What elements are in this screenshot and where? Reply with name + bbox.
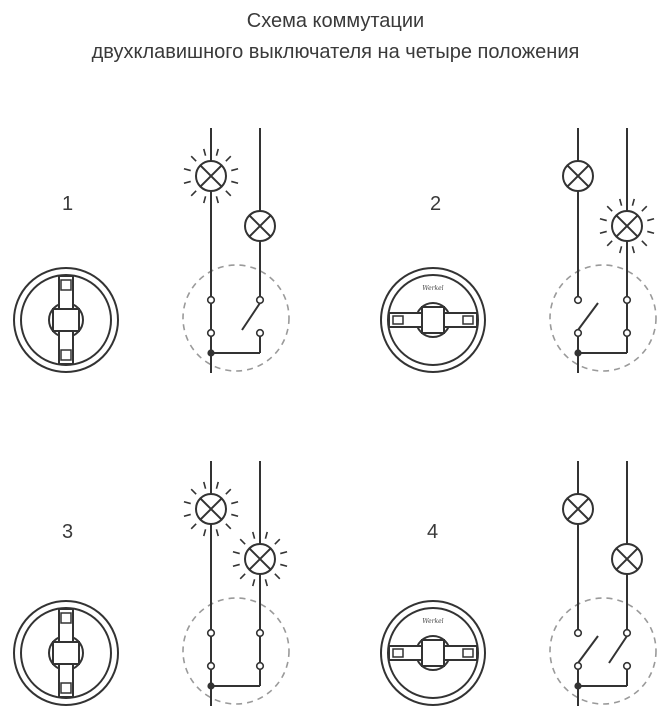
lamp-ray [642,241,647,246]
lamp-ray [184,514,191,516]
lamp-ray [275,574,280,579]
switch-hub [53,309,79,331]
switch-tip [393,316,403,324]
lamp-ray [280,552,287,554]
contact [257,330,264,337]
contact [624,630,631,637]
junction-dot [207,349,214,356]
lamp-ray [600,231,607,233]
lamp-ray [216,482,218,489]
lamp-ray [191,489,196,494]
switch-face-icon [381,268,485,372]
lamp-ray [240,574,245,579]
lamp-ray [632,246,634,253]
lamp-ray [620,199,622,206]
lamp-ray [253,532,255,539]
lamp-ray [231,181,238,183]
circuit-schematic [550,461,656,706]
position-4 [381,461,656,706]
key-left [578,303,598,330]
circuit-schematic [183,461,289,706]
lamp-ray [280,564,287,566]
lamp-ray [204,149,206,156]
circuit-schematic [183,128,289,373]
contact [208,630,215,637]
contact [624,330,631,337]
lamp-left [563,494,593,524]
switch-hub [422,307,444,333]
lamp-ray [226,191,231,196]
junction-dot [207,682,214,689]
contact [208,663,215,670]
switch-zone [183,598,289,704]
position-label: 3 [62,521,74,543]
switch-tip [61,350,71,360]
lamp-right [245,211,275,241]
lamp-ray [240,539,245,544]
lamp-ray [231,514,238,516]
brand-logo: Werkel [422,285,444,292]
contact [208,330,215,337]
lamp-ray [191,191,196,196]
lamp-ray [191,156,196,161]
switch-face-icon [381,601,485,705]
lamp-ray [216,149,218,156]
lamp-ray [647,219,654,221]
junction-dot [574,349,581,356]
lamp-ray [233,552,240,554]
key-left [578,636,598,663]
lamp-ray [184,181,191,183]
switch-hub [53,642,79,664]
switch-tip [61,613,71,623]
switch-hub [422,640,444,666]
switch-zone [183,265,289,371]
position-2 [381,128,656,373]
contact [624,663,631,670]
brand-logo: Werkel [422,618,444,625]
lamp-ray [204,482,206,489]
contact [257,630,264,637]
position-label: 4 [427,521,439,543]
lamp-ray [265,579,267,586]
switch-face-icon [14,601,118,705]
switch-tip [61,280,71,290]
lamp-ray [265,532,267,539]
switch-zone [550,598,656,704]
junction-dot [574,682,581,689]
position-label: 1 [62,193,74,215]
contact [575,297,582,304]
position-1 [14,128,289,373]
switch-tip [463,316,473,324]
contact [575,663,582,670]
lamp-ray [632,199,634,206]
lamp-ray [275,539,280,544]
lamp-ray [216,529,218,536]
circuit-schematic [550,128,656,373]
switch-zone [550,265,656,371]
lamp-ray [642,206,647,211]
lamp-ray [184,502,191,504]
switch-tip [61,683,71,693]
contact [257,663,264,670]
position-3 [14,461,289,706]
key-right [242,303,260,330]
lamp-left [563,161,593,191]
title-line-1: Схема коммутации [246,10,425,32]
switch-face-icon [14,268,118,372]
lamp-ray [226,156,231,161]
lamp-ray [184,169,191,171]
position-label: 2 [430,193,442,215]
lamp-ray [204,529,206,536]
contact [257,297,264,304]
lamp-ray [607,206,612,211]
contact [575,330,582,337]
lamp-ray [226,524,231,529]
switch-tip [463,649,473,657]
lamp-ray [620,246,622,253]
lamp-ray [607,241,612,246]
lamp-ray [216,196,218,203]
lamp-right [612,544,642,574]
switch-tip [393,649,403,657]
contact [624,297,631,304]
key-right [609,636,627,663]
lamp-ray [204,196,206,203]
title-line-2: двухклавишного выключателя на четыре положения [91,41,580,63]
lamp-ray [647,231,654,233]
lamp-ray [191,524,196,529]
lamp-ray [600,219,607,221]
lamp-ray [233,564,240,566]
lamp-ray [226,489,231,494]
lamp-ray [231,502,238,504]
lamp-ray [253,579,255,586]
contact [208,297,215,304]
contact [575,630,582,637]
lamp-ray [231,169,238,171]
